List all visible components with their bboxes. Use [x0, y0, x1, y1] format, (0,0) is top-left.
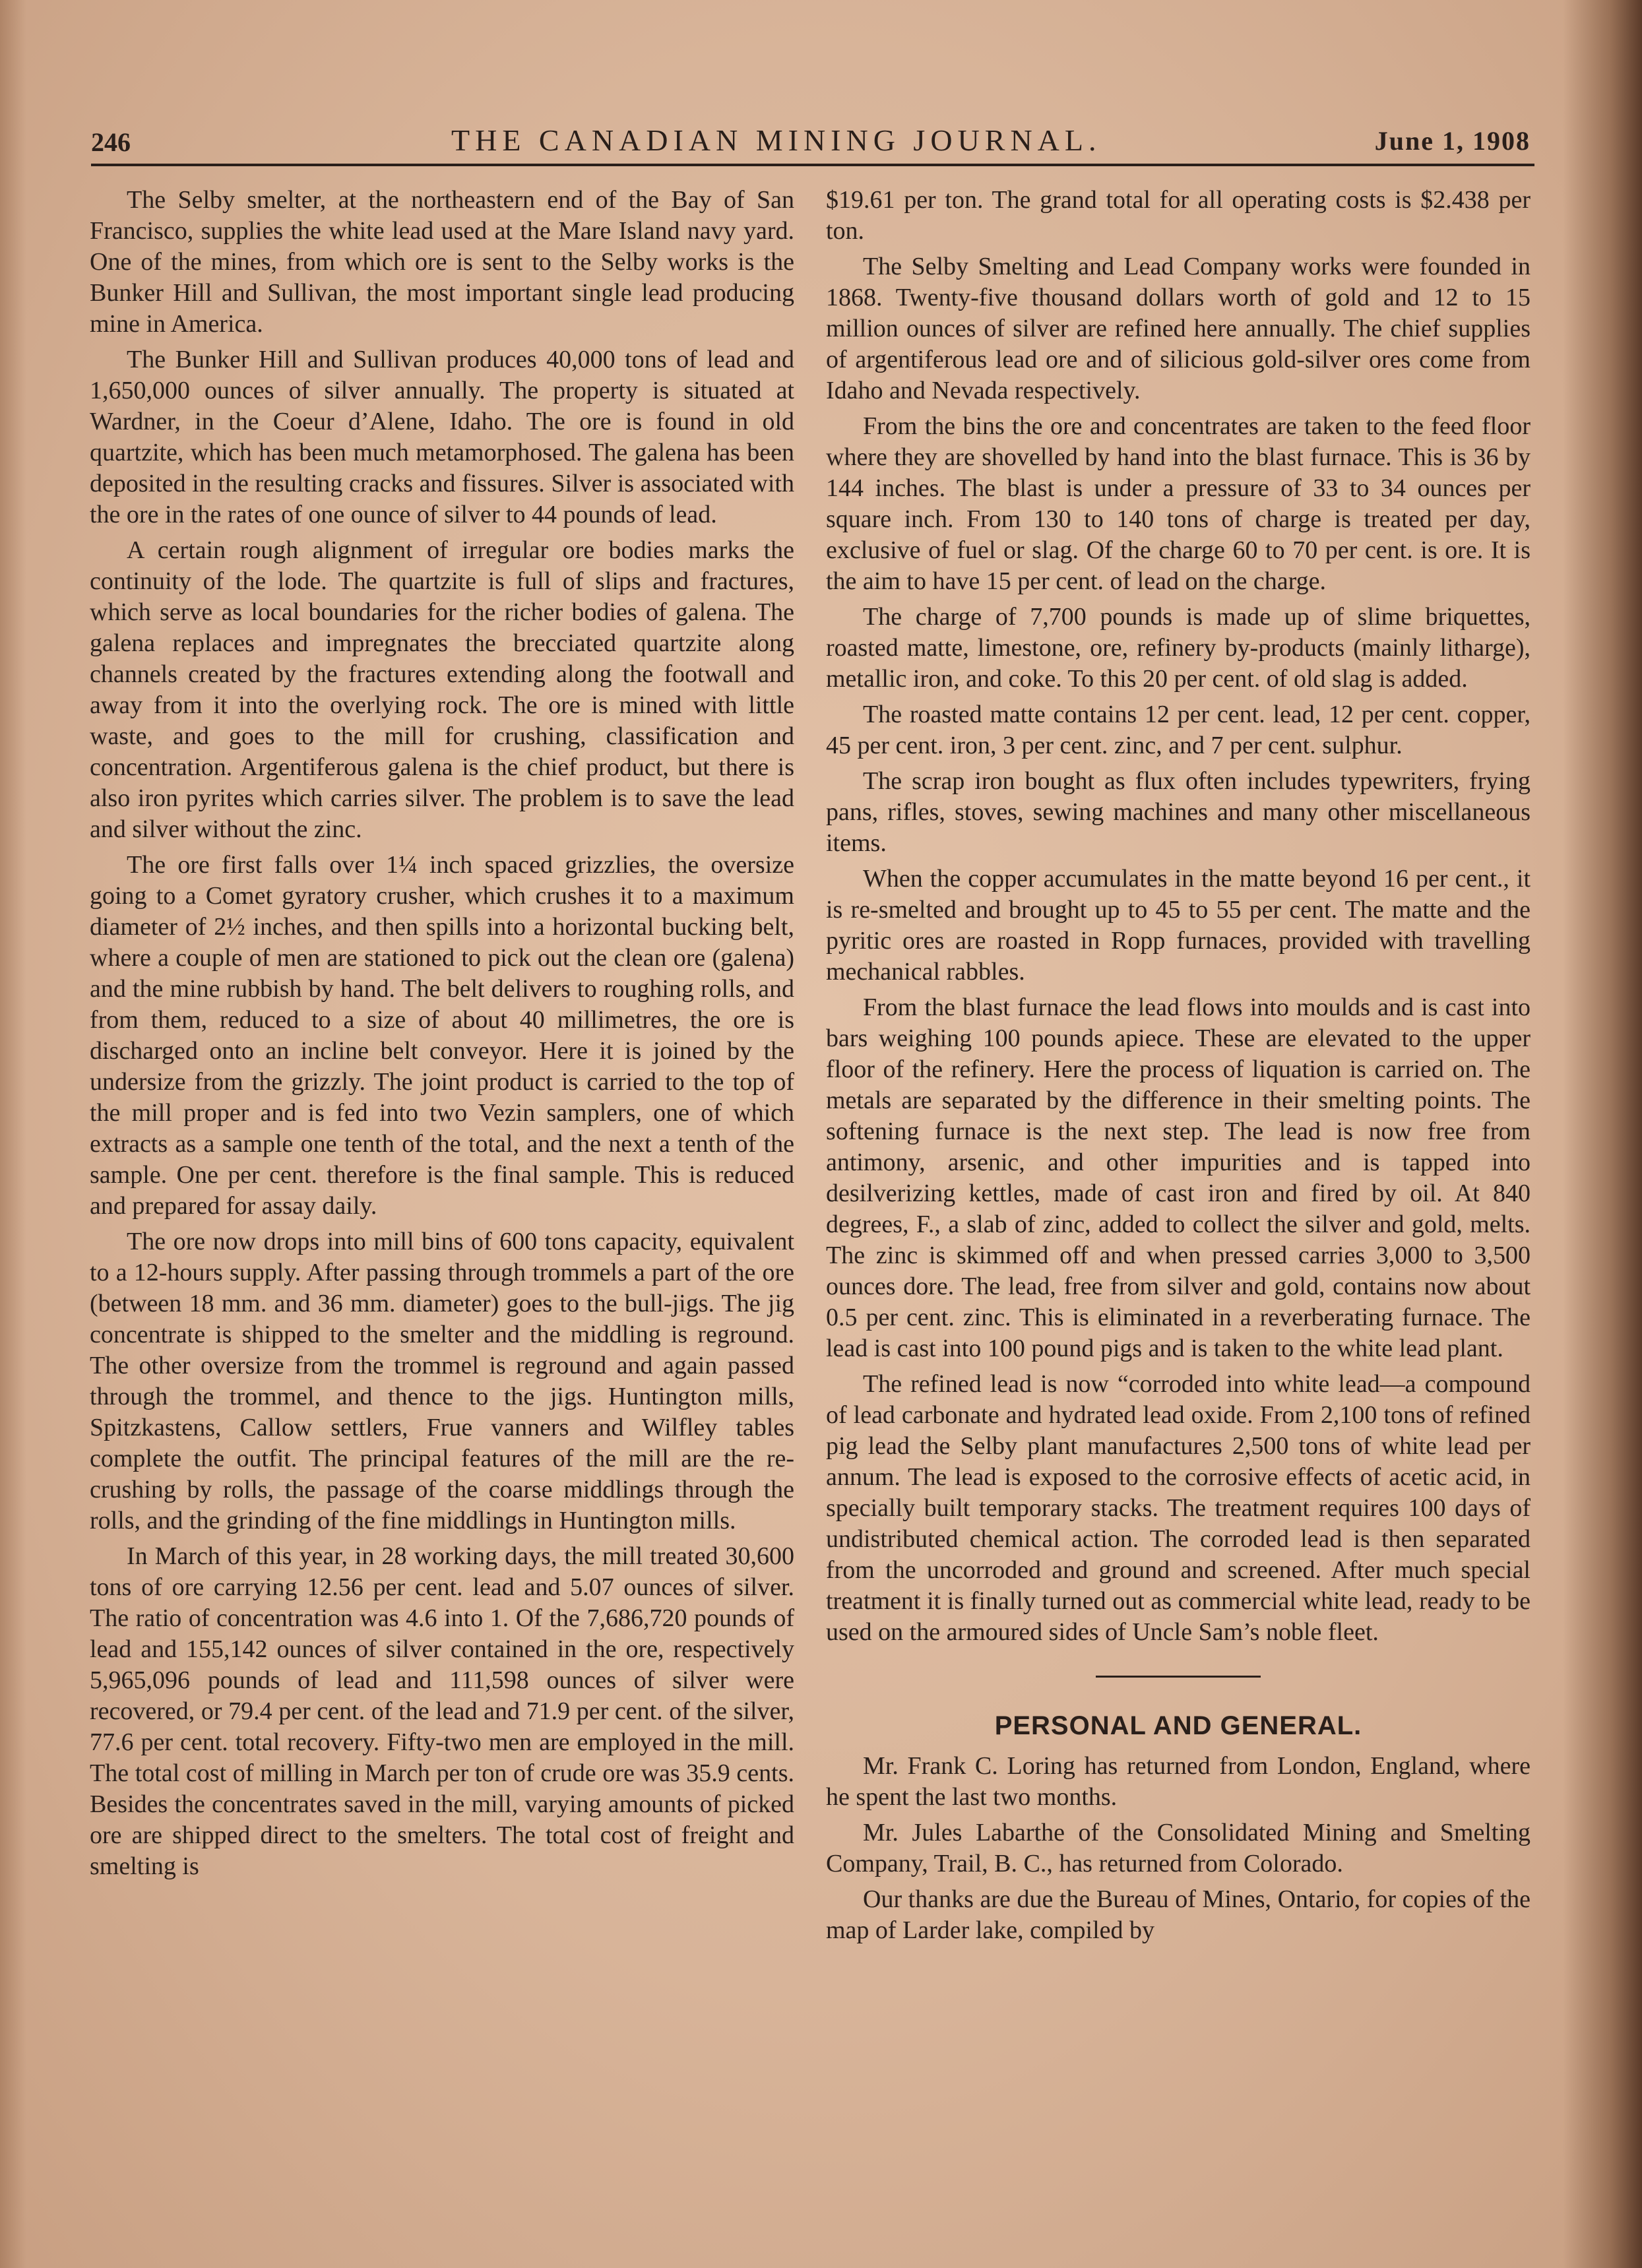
paragraph: From the blast furnace the lead flows into moulds and is cast into bars weighing 100 pounds apiece. These are elevated to the upper floor of the refinery. Here the process of liquation is carried on. The metals are separated by the difference in their smelting points. The softening furnace is the next step. The lead is now free from antimony, arsenic, and other impurities and is tapped into desilverizing kettles, made of cast iron and fired by oil. At 840 degrees, F., a slab of zinc, added to collect the silver and gold, melts. The zinc is skimmed off and when pressed carries 3,000 to 3,500 ounces dore. The lead, free from silver and gold, contains now about 0.5 per cent. zinc. This is eliminated in a reverberating furnace. The lead is cast into 100 pound pigs and is taken to the white lead plant.	[826, 993, 1531, 1362]
running-header	[91, 123, 1531, 162]
paragraph: From the bins the ore and concentrates are taken to the feed floor where they are shovelled by hand into the blast furnace. This is 36 by 144 inches. The blast is under a pressure of 33 to 34 ounces per square inch. From 130 to 140 tons of charge is treated per day, exclusive of fuel or slag. Of the charge 60 to 70 per cent. is ore. It is the aim to have 15 per cent. of lead on the charge.	[826, 412, 1531, 595]
paragraph: A certain rough alignment of irregular ore bodies marks the continuity of the lode. The quartzite is full of slips and fractures, which serve as local boundaries for the richer bodies of galena. The galena replaces and impregnates the brecciated quartzite along channels created by the fractures extending along the footwall and away from it into the overlying rock. The ore is mined with little waste, and goes to the mill for crushing, classification and concentration. Argentiferous galena is the chief product, but there is also iron pyrites which carries silver. The problem is to save the lead and silver without the zinc.	[90, 536, 794, 843]
paragraph: Mr. Jules Labarthe of the Consolidated Mining and Smelting Company, Trail, B. C., has returned from Colorado.	[826, 1819, 1531, 1877]
page-number: 246	[91, 127, 131, 157]
paragraph: When the copper accumulates in the matte beyond 16 per cent., it is re-smelted and brought up to 45 to 55 per cent. The matte and the pyritic ores are roasted in Ropp furnaces, provided with travelling mechanical rabbles.	[826, 865, 1531, 986]
right-column	[826, 185, 1531, 1951]
section-heading: PERSONAL AND GENERAL.	[994, 1711, 1362, 1740]
binding-shadow	[1563, 0, 1642, 2268]
section-divider	[1096, 1676, 1261, 1678]
paragraph: Our thanks are due the Bureau of Mines, Ontario, for copies of the map of Larder lake, compiled by	[826, 1885, 1531, 1944]
paragraph: In March of this year, in 28 working days, the mill treated 30,600 tons of ore carrying 12.56 per cent. lead and 5.07 ounces of silver. The ratio of concentration was 4.6 into 1. Of the 7,686,720 pounds of lead and 155,142 ounces of silver contained in the ore, respectively 5,965,096 pounds of lead and 111,598 ounces of silver were recovered, or 79.4 per cent. of the lead and 71.9 per cent. of the silver, 77.6 per cent. total recovery. Fifty-two men are employed in the mill. The total cost of milling in March per ton of crude ore was 35.9 cents. Besides the concentrates saved in the mill, varying amounts of picked ore are shipped direct to the smelters. The total cost of freight and smelting is	[90, 1542, 794, 1880]
header-rule	[91, 164, 1534, 166]
paragraph: The Selby Smelting and Lead Company works were founded in 1868. Twenty-five thousand dollars worth of gold and 12 to 15 million ounces of silver are refined here annually. The chief supplies of argentiferous lead ore and of silicious gold-silver ores come from Idaho and Nevada respectively.	[826, 253, 1531, 404]
paragraph: The Selby smelter, at the northeastern end of the Bay of San Francisco, supplies the white lead used at the Mare Island navy yard. One of the mines, from which ore is sent to the Selby works is the Bunker Hill and Sullivan, the most important single lead producing mine in America.	[90, 186, 794, 338]
page-edge-shadow	[0, 0, 26, 2268]
journal-title: THE CANADIAN MINING JOURNAL.	[451, 123, 1102, 157]
paragraph: The Bunker Hill and Sullivan produces 40,000 tons of lead and 1,650,000 ounces of silver annually. The property is situated at Wardner, in the Coeur d’Alene, Idaho. The ore is found in old quartzite, which has been much metamorphosed. The galena has been deposited in the resulting cracks and fissures. Silver is associated with the ore in the rates of one ounce of silver to 44 pounds of lead.	[90, 346, 794, 528]
paragraph: Mr. Frank C. Loring has returned from London, England, where he spent the last two months.	[826, 1752, 1531, 1811]
paragraph: The refined lead is now “corroded into white lead—a compound of lead carbonate and hydrated lead oxide. From 2,100 tons of refined pig lead the Selby plant manufactures 2,500 tons of white lead per annum. The lead is exposed to the corrosive effects of acetic acid, in specially built temporary stacks. The treatment requires 100 days of undistributed chemical action. The corroded lead is then separated from the uncorroded and ground and screened. After much special treatment it is finally turned out as commercial white lead, ready to be used on the armoured sides of Uncle Sam’s noble fleet.	[826, 1370, 1531, 1646]
issue-date: June 1, 1908	[1374, 126, 1531, 156]
paragraph: The ore first falls over 1¼ inch spaced grizzlies, the oversize going to a Comet gyratory crusher, which crushes it to a maximum diameter of 2½ inches, and then spills into a horizontal bucking belt, where a couple of men are stationed to pick out the clean ore (galena) and the mine rubbish by hand. The belt delivers to roughing rolls, and from them, reduced to a size of about 40 millimetres, the ore is discharged onto an incline belt conveyor. Here it is joined by the undersize from the grizzly. The joint product is carried to the top of the mill proper and is fed into two Vezin samplers, one of which extracts as a sample one tenth of the total, and the next a tenth of the sample. One per cent. therefore is the final sample. This is reduced and prepared for assay daily.	[90, 851, 794, 1220]
paragraph: The scrap iron bought as flux often includes typewriters, frying pans, rifles, stoves, sewing machines and many other miscellaneous items.	[826, 767, 1531, 857]
paragraph-continuation: $19.61 per ton. The grand total for all operating costs is $2.438 per ton.	[826, 186, 1531, 245]
paragraph: The roasted matte contains 12 per cent. lead, 12 per cent. copper, 45 per cent. iron, 3 per cent. zinc, and 7 per cent. sulphur.	[826, 701, 1531, 759]
paragraph: The charge of 7,700 pounds is made up of slime briquettes, roasted matte, limestone, ore, refinery by-products (mainly litharge), metallic iron, and coke. To this 20 per cent. of old slag is added.	[826, 603, 1531, 693]
paragraph: The ore now drops into mill bins of 600 tons capacity, equivalent to a 12-hours supply. After passing through trommels a part of the ore (between 18 mm. and 36 mm. diameter) goes to the bull-jigs. The jig concentrate is shipped to the smelter and the middling is reground. The other oversize from the trommel is reground and again passed through the trommel, and thence to the jigs. Huntington mills, Spitzkastens, Callow settlers, Frue vanners and Wilfley tables complete the outfit. The principal features of the mill are the re-crushing by rolls, the passage of the coarse middlings through the rolls, and the grinding of the fine middlings in Huntington mills.	[90, 1228, 794, 1534]
left-column	[90, 185, 794, 1887]
